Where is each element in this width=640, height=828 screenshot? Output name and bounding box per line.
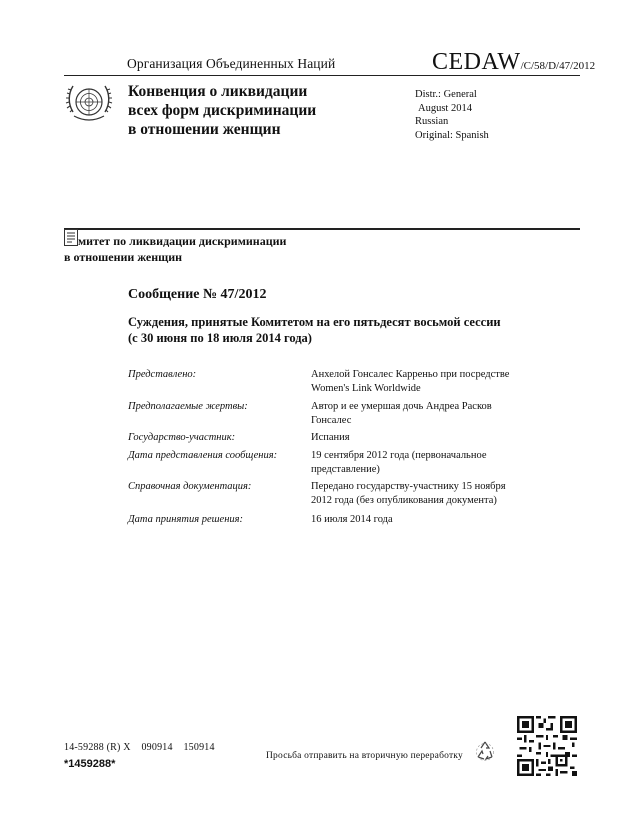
title-line-1: Конвенция о ликвидации	[128, 83, 308, 100]
document-icon	[64, 229, 78, 246]
meta-value: Автор и ее умершая дочь Андреа Расков Гонсалес	[311, 401, 492, 426]
document-symbol-main: CEDAW	[432, 49, 521, 75]
distr-original: Original: Spanish	[415, 129, 489, 141]
barcode-number: *1459288*	[64, 758, 116, 770]
distribution-info	[415, 88, 489, 142]
meta-label: Предполагаемые жертвы:	[128, 401, 248, 412]
committee-line-2: в отношении женщин	[64, 250, 183, 264]
meta-value: Испания	[311, 432, 350, 443]
meta-value: 16 июля 2014 года	[311, 514, 393, 525]
header-rule	[64, 75, 580, 76]
document-symbol-suffix: /C/58/D/47/2012	[520, 60, 596, 72]
meta-value: Передано государству-участнику 15 ноября 2012 года (без опубликования документа)	[311, 481, 506, 506]
views-line-2: (с 30 июня по 18 июля 2014 года)	[128, 331, 312, 345]
recycle-icon	[474, 740, 496, 762]
committee-name	[64, 233, 286, 265]
title-line-3: в отношении женщин	[128, 121, 281, 138]
un-emblem-icon	[64, 80, 114, 128]
recycle-notice: Просьба отправить на вторичную переработку	[266, 751, 463, 761]
communication-heading: Сообщение № 47/2012	[128, 287, 267, 302]
views-line-1: Суждения, принятые Комитетом на его пятьдесят восьмой сессии	[128, 315, 501, 329]
organization-name: Организация Объединенных Наций	[127, 56, 336, 71]
section-rule	[64, 228, 580, 230]
committee-line-1: митет по ликвидации дискриминации	[78, 234, 287, 248]
meta-label: Дата принятия решения:	[128, 514, 244, 525]
distr-date: August 2014	[418, 102, 472, 114]
qr-code-icon	[517, 716, 577, 776]
distr-general: Distr.: General	[415, 89, 477, 100]
meta-value: Анхелой Гонсалес Карреньо при посредстве Women's Link Worldwide	[311, 369, 510, 394]
meta-label: Представлено:	[128, 369, 197, 380]
meta-label: Справочная документация:	[128, 481, 252, 492]
meta-value: 19 сентября 2012 года (первоначальное представление)	[311, 450, 487, 475]
views-heading	[128, 314, 501, 346]
meta-label: Дата представления сообщения:	[128, 450, 278, 461]
title-line-2: всех форм дискриминации	[128, 102, 317, 119]
convention-title	[128, 82, 316, 139]
distr-language: Russian	[415, 116, 449, 127]
document-symbol	[432, 49, 595, 76]
meta-label: Государство-участник:	[128, 432, 236, 443]
job-number: 14-59288 (R) X 090914 150914	[64, 742, 215, 753]
